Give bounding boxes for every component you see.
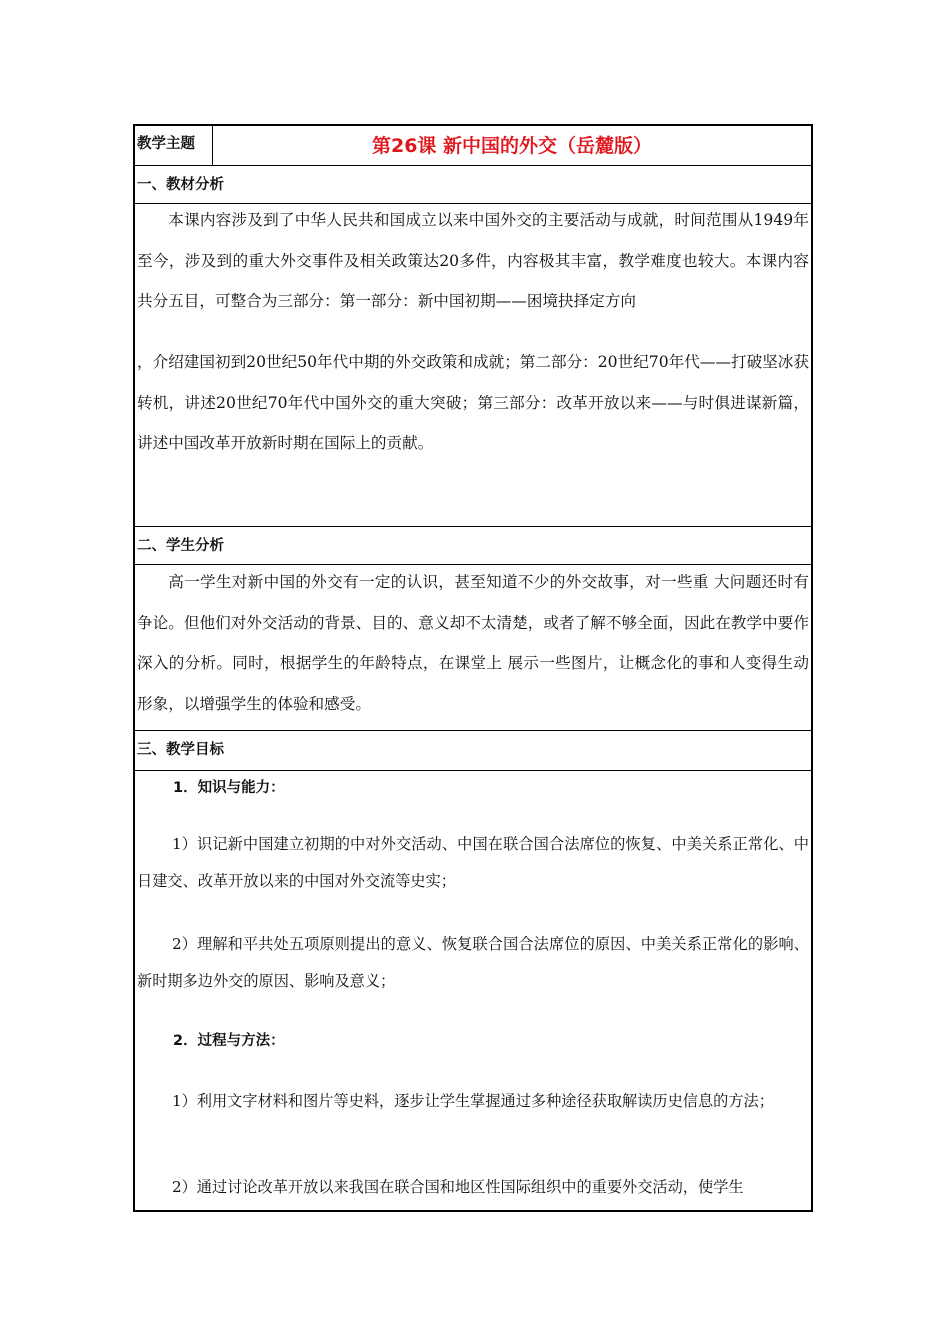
goal-item: 2）理解和平共处五项原则提出的意义、恢复联合国合法席位的原因、中美关系正常化的影响、新时期多边外交的原因、影响及意义； bbox=[137, 935, 809, 990]
lesson-plan-table bbox=[133, 124, 813, 1212]
row-divider bbox=[135, 770, 811, 771]
student-analysis-paragraph: 高一学生对新中国的外交有一定的认识，甚至知道不少的外交故事，对一些重 大问题还时有争论。但他们对外交活动的背景、目的、意义却不太清楚，或者了解不够全面，因此在教学中要作深入的分析。同时，根据学生的年龄特点，在课堂上 展示一些图片，让概念化的事和人变得生动形象，以增强学生的体验和感受。 bbox=[137, 573, 809, 713]
goal-item: 1）利用文字材料和图片等史料，逐步让学生掌握通过多种途径获取解读历史信息的方法； bbox=[171, 1092, 774, 1110]
textbook-analysis-paragraph-1: 本课内容涉及到了中华人民共和国成立以来中国外交的主要活动与成就，时间范围从1949年至今，涉及到的重大外交事件及相关政策达20多件，内容极其丰富，教学难度也较大。本课内容共分五目，可整合为三部分：第一部分：新中国初期——困境抉择定方向 bbox=[137, 211, 809, 310]
textbook-analysis-paragraph-2: ，介绍建国初到20世纪50年代中期的外交政策和成就；第二部分：20世纪70年代——打破坚冰获转机，讲述20世纪70年代中国外交的重大突破；第三部分：改革开放以来——与时俱进谋新篇，讲述中国改革开放新时期在国际上的贡献。 bbox=[137, 353, 809, 452]
goal-item: 1）识记新中国建立初期的中对外交活动、中国在联合国合法席位的恢复、中美关系正常化、中日建交、改革开放以来的中国对外交流等史实； bbox=[137, 835, 809, 890]
section-heading-student-analysis: 二、学生分析 bbox=[137, 538, 224, 554]
goal-subheading-knowledge: 1．知识与能力： bbox=[173, 780, 285, 796]
row-divider bbox=[135, 526, 811, 527]
section-heading-textbook-analysis: 一、教材分析 bbox=[137, 177, 224, 193]
goal-item: 2）通过讨论改革开放以来我国在联合国和地区性国际组织中的重要外交活动，使学生 bbox=[171, 1178, 744, 1196]
topic-label: 教学主题 bbox=[137, 136, 195, 152]
section-heading-teaching-goals: 三、教学目标 bbox=[137, 742, 224, 758]
lesson-title: 第26课 新中国的外交（岳麓版） bbox=[371, 135, 653, 157]
row-divider bbox=[135, 730, 811, 731]
goal-subheading-process-method: 2．过程与方法： bbox=[173, 1033, 285, 1049]
